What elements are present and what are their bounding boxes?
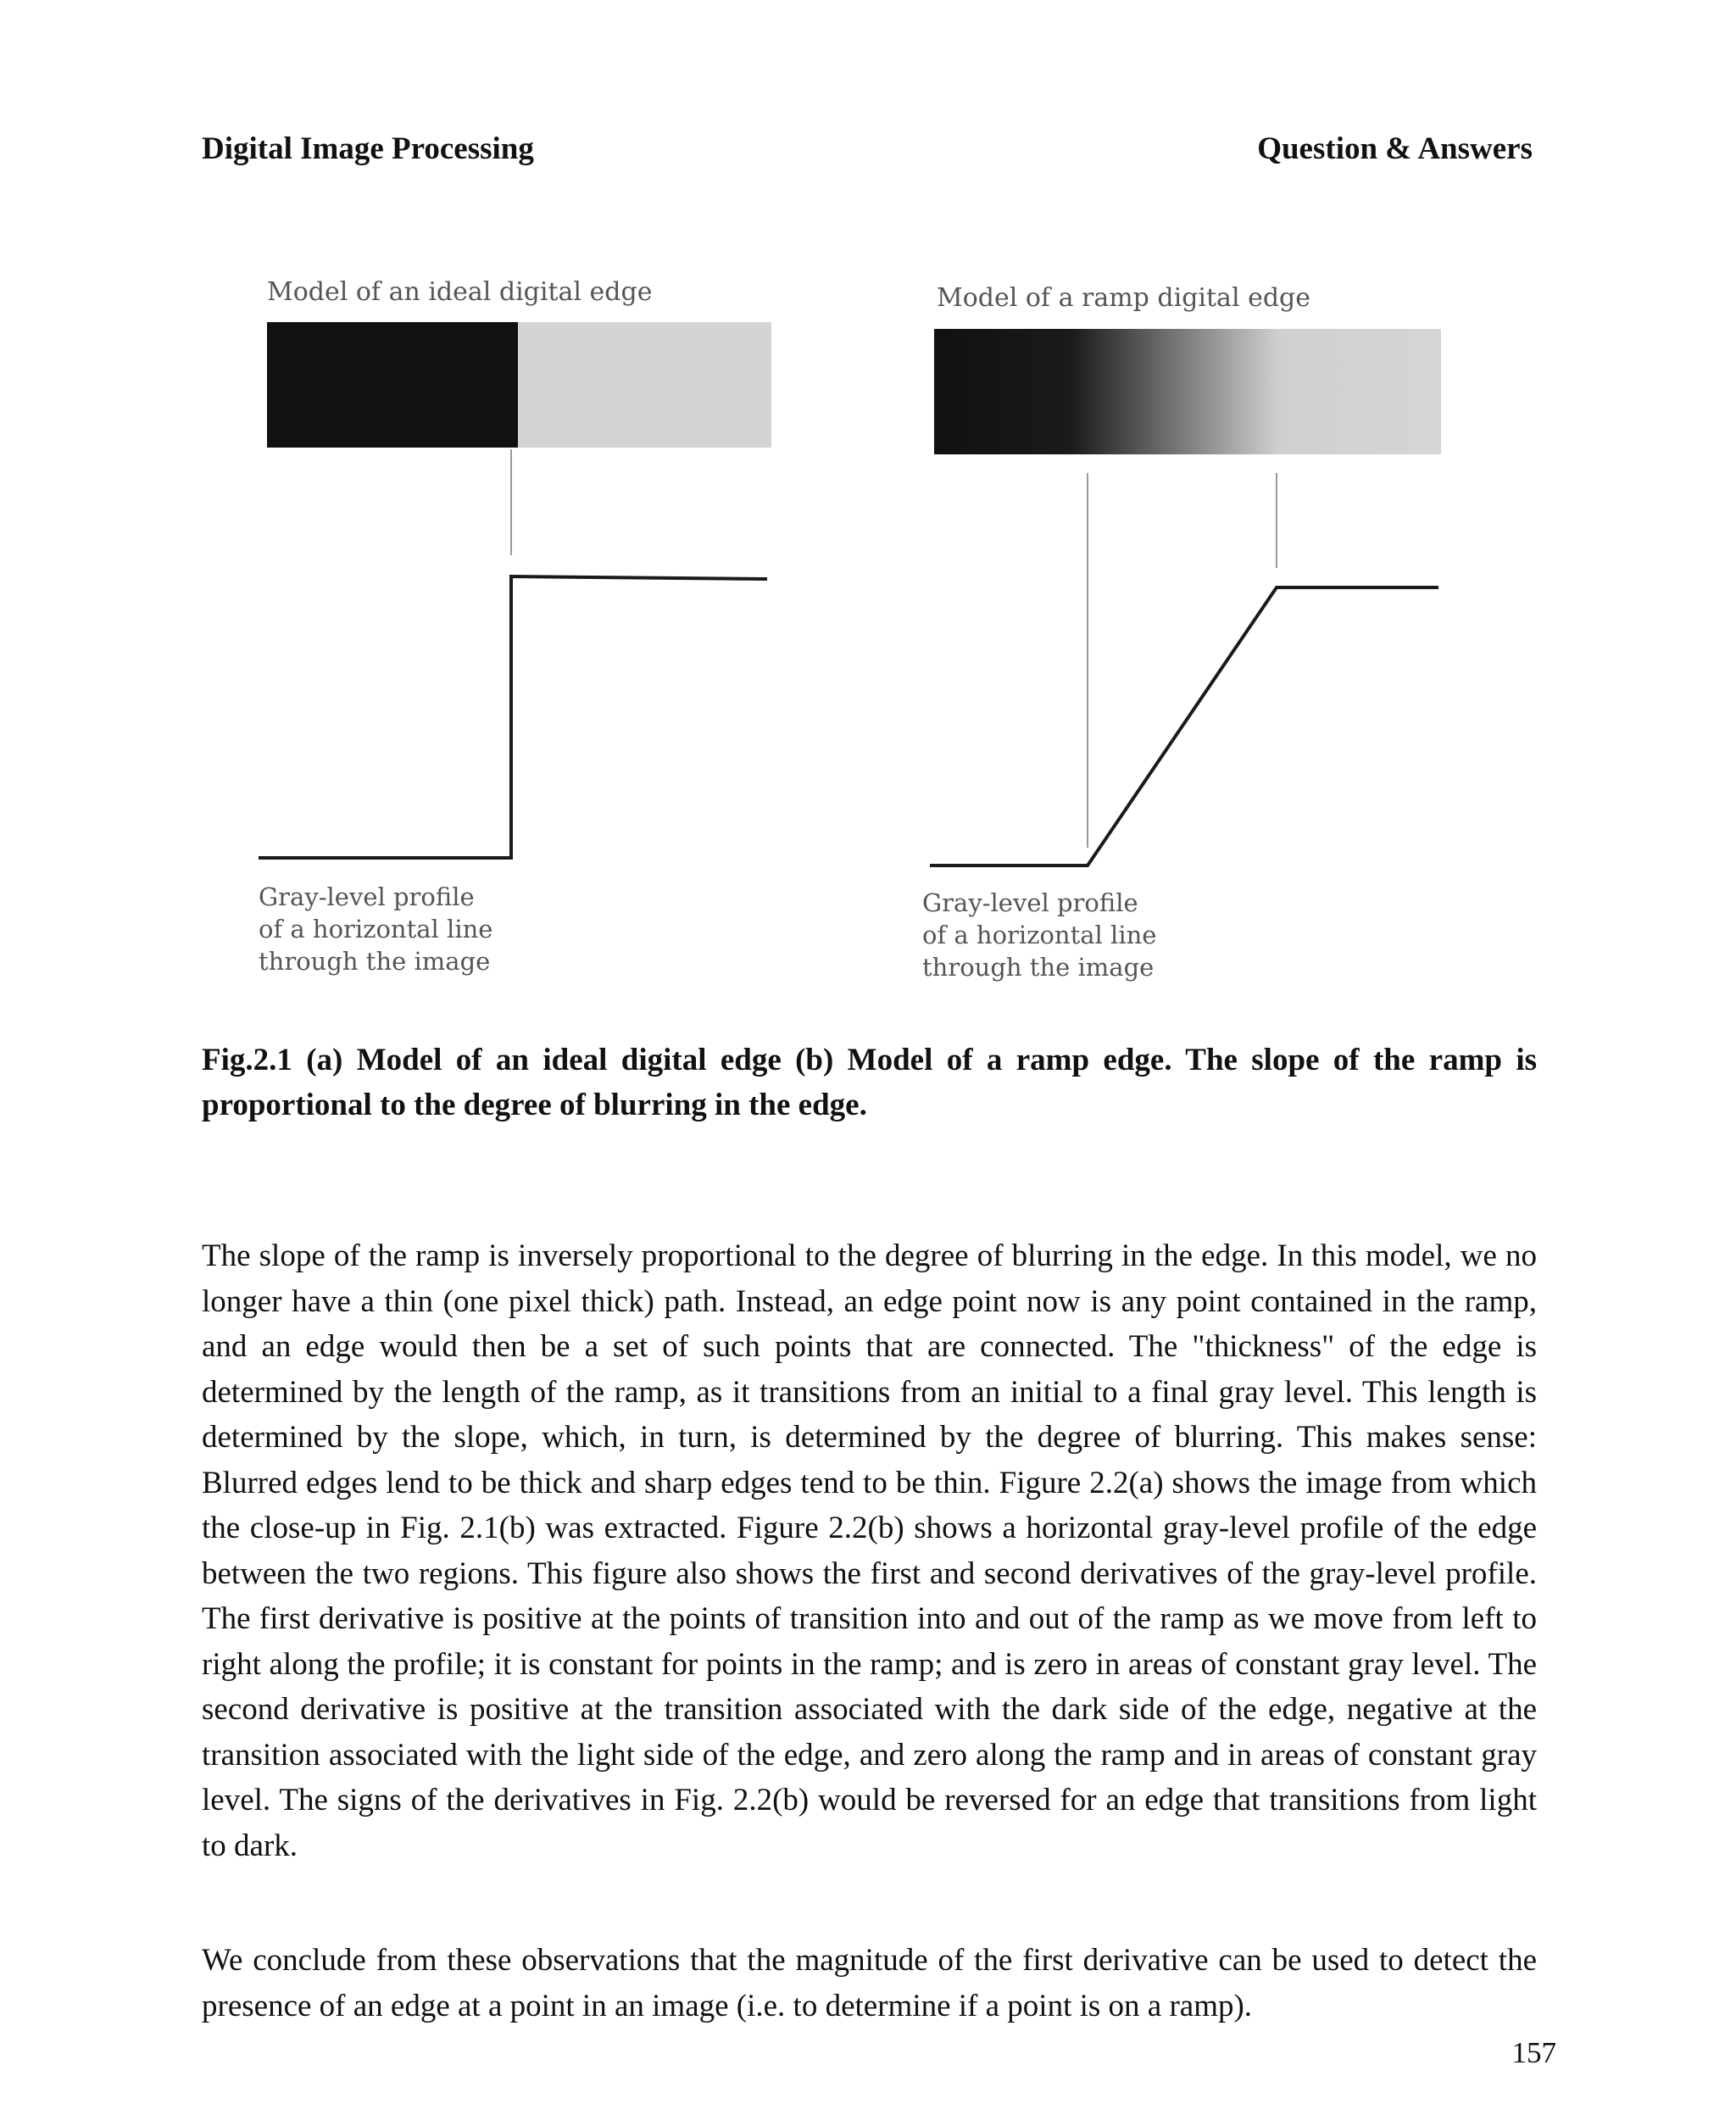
ideal-profile-label-3: through the image — [259, 947, 491, 976]
ideal-dark-region — [267, 322, 518, 448]
page-number: 157 — [1511, 2036, 1556, 2069]
page-header — [202, 131, 1533, 173]
ideal-step-profile — [259, 576, 767, 858]
header-title: Digital Image Processing — [202, 131, 534, 166]
body-paragraph-2: We conclude from these observations that the magnitude of the first derivative can be used to detect the presence of an edge at a point in an image (i.e. to determine if a point is on a ramp). — [202, 1943, 1537, 2023]
edge-model-figure — [0, 254, 1736, 1017]
ramp-edge-title: Model of a ramp digital edge — [937, 283, 1310, 313]
ideal-profile-label-2: of a horizontal line — [259, 915, 493, 943]
header-section: Question & Answers — [1257, 131, 1533, 166]
ramp-edge-panel — [922, 283, 1441, 982]
ramp-gradient-region — [934, 329, 1441, 454]
ramp-profile-label-3: through the image — [922, 953, 1155, 982]
body-paragraph-1: The slope of the ramp is inversely proportional to the degree of blurring in the edge. In this model, we no longer have a thin (one pixel thick) path. Instead, an edge point now is any point contained in the ramp, and an edge would then be a set of such points that are connected. The "thickness" of the edge is determined by the length of the ramp, as it transitions from an initial to a final gray level. This length is determined by the slope, which, in turn, is determined by the degree of blurring. This makes sense: Blurred edges lend to be thick and sharp edges tend to be thin. Figure 2.2(a) shows the image from which the close-up in Fig. 2.1(b) was extracted. Figure 2.2(b) shows a horizontal gray-level profile of the edge between the two regions. This figure also shows the first and second derivatives of the gray-level profile. The first derivative is positive at the points of transition into and out of the ramp as we move from left to right along the profile; it is constant for points in the ramp; and is zero in areas of constant gray level. The second derivative is positive at the transition associated with the dark side of the edge, negative at the transition associated with the light side of the edge, and zero along the ramp and in areas of constant gray level. The signs of the derivatives in Fig. 2.2(b) would be reversed for an edge that transitions from light to dark. — [202, 1238, 1537, 1863]
ideal-profile-label-1: Gray-level profile — [259, 882, 475, 911]
ideal-edge-panel — [259, 277, 771, 976]
ramp-profile-label-2: of a horizontal line — [922, 921, 1157, 949]
figure-caption: Fig.2.1 (a) Model of an ideal digital edge (b) Model of a ramp edge. The slope of the ramp is proportional to the degree of blurring in the edge. — [202, 1043, 1537, 1122]
ideal-edge-title: Model of an ideal digital edge — [267, 277, 653, 307]
ramp-profile — [930, 587, 1438, 865]
ramp-profile-label-1: Gray-level profile — [922, 888, 1138, 917]
ideal-light-region — [518, 322, 771, 448]
